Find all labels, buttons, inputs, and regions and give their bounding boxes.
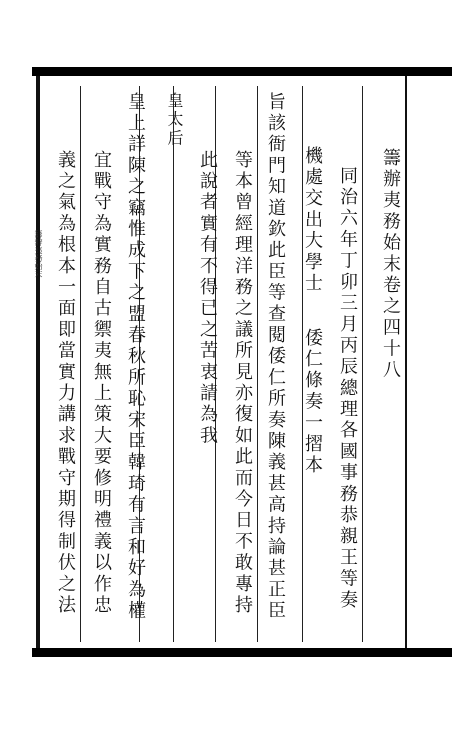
text-column-6: 皇太后	[165, 92, 184, 148]
text-column-9: 義之氣為根本一面即當實力講求戰守期得制伏之法	[55, 150, 76, 617]
text-column-1: 同治六年丁卯三月丙辰總理各國事務恭親王等奏	[337, 166, 358, 612]
column-rule	[362, 86, 363, 642]
column-rule	[405, 76, 407, 648]
text-column-3: 旨該衙門知道欽此臣等查閱倭仁所奏陳義甚高持論甚正臣	[265, 92, 286, 622]
column-rule	[38, 76, 40, 648]
text-column-2: 倭仁條奏一摺本	[302, 328, 323, 477]
text-column-8: 宜戰守為實務自古禦夷無上策大要修明禮義以作忠	[91, 150, 112, 617]
text-column-7: 皇上詳陳之竊惟成下之盟春秋所恥宋臣韓琦有言和好為權	[125, 92, 146, 622]
column-rule	[173, 86, 174, 642]
column-rule	[257, 86, 258, 642]
text-column-5: 此說者實有不得已之苦衷請為我	[197, 150, 218, 447]
text-column-4: 等本曾經理洋務之議所見亦復如此而今日不敢專持	[232, 150, 253, 617]
text-column-2-head: 機處交出大學士	[302, 146, 323, 295]
gutter-label	[30, 230, 44, 278]
column-rule	[80, 86, 81, 642]
bottom-border-bar	[32, 648, 452, 657]
running-title: 籌辦夷務始末卷之四十八	[380, 148, 401, 382]
top-border-bar	[32, 67, 452, 76]
